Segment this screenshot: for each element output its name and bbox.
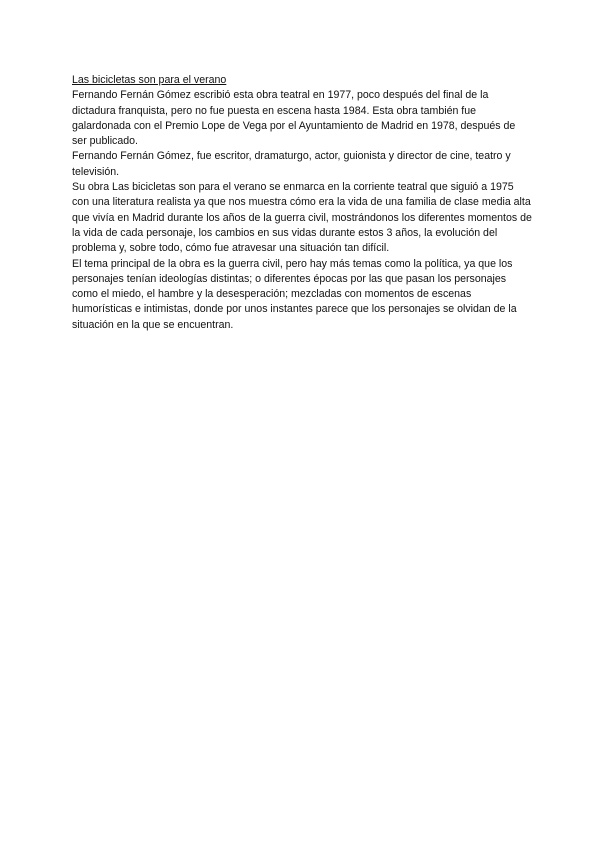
document-title: Las bicicletas son para el verano bbox=[72, 74, 227, 86]
document-body bbox=[72, 73, 532, 333]
paragraph-author: Fernando Fernán Gómez, fue escritor, dramaturgo, actor, guionista y director de cine, teatro y televisión. bbox=[72, 150, 511, 178]
paragraph-context: Su obra Las bicicletas son para el verano se enmarca en la corriente teatral que siguió a 1975 con una literatura realista ya que nos muestra cómo era la vida de una familia de clase media alta que vivía en Madrid durante los años de la guerra civil, mostrándonos los diferentes momentos de la vida de cada personaje, los cambios en sus vidas durante estos 3 años, la evolución del problema y, sobre todo, cómo fue atravesar una situación tan difícil. bbox=[72, 181, 532, 255]
paragraph-publication: Fernando Fernán Gómez escribió esta obra teatral en 1977, poco después del final de la dictadura franquista, pero no fue puesta en escena hasta 1984. Esta obra también fue galardonada con el Premio Lope de Vega por el Ayuntamiento de Madrid en 1978, después de ser publicado. bbox=[72, 89, 516, 148]
paragraph-themes: El tema principal de la obra es la guerra civil, pero hay más temas como la política, ya que los personajes tenían ideologías distintas; o diferentes épocas por las que pasan los personajes como el miedo, el hambre y la desesperación; mezcladas con momentos de escenas humorísticas e intimistas, donde por unos instantes parece que los personajes se olvidan de la situación en la que se encuentran. bbox=[72, 257, 517, 331]
